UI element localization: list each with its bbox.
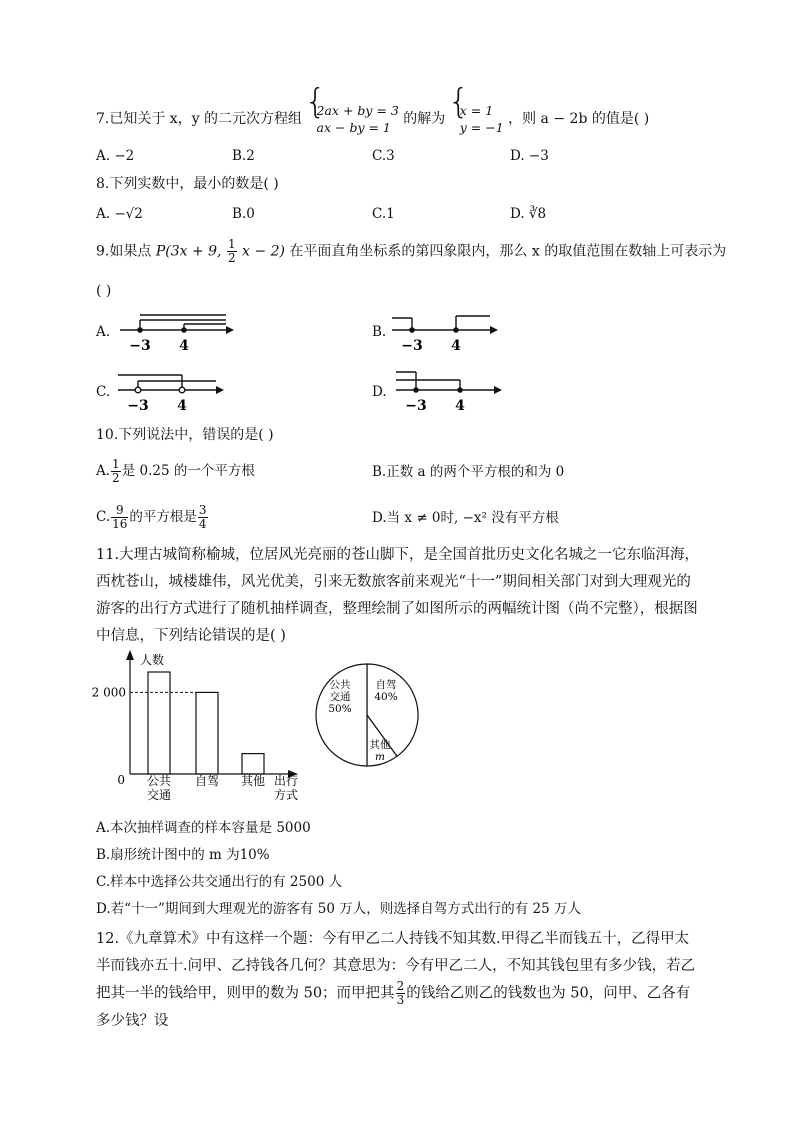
q9-paren: ( ) [96, 283, 112, 299]
question-10: 10.下列说法中，错误的是( ) [96, 427, 274, 443]
q9-a-tick-right: 4 [179, 338, 189, 354]
bar-公共交通 [148, 672, 170, 774]
q9-b-tick-right: 4 [451, 338, 461, 354]
bar-category-label: 自驾 [194, 774, 220, 788]
q12-frac-num: 2 [396, 979, 405, 993]
q9-option-a-number-line[interactable] [118, 310, 238, 354]
q7-sol2: y = −1 [459, 120, 504, 135]
q11-option-c[interactable]: C.样本中选择公共交通出行的有 2500 人 [96, 874, 343, 890]
q9-option-c-number-line[interactable] [116, 370, 236, 414]
bar-其他 [242, 754, 264, 774]
q11-option-d[interactable]: D.若“十一”期间到大理观光的游客有 50 万人，则选择自驾方式出行的有 25 万人 [96, 901, 581, 917]
q10-c-num2: 3 [198, 503, 207, 517]
pie-label: 40% [374, 691, 398, 703]
q9-fraction [227, 238, 237, 265]
bar-category-label: 交通 [146, 788, 172, 802]
q11-bar-chart [92, 648, 312, 808]
q9-frac-den: 2 [227, 251, 236, 265]
q10-a-den: 2 [112, 471, 120, 485]
q10-option-d[interactable]: D.当 x ≠ 0时, −x² 没有平方根 [372, 510, 559, 526]
q7-suffix: ，则 a − 2b 的值是( ) [508, 111, 650, 127]
q7-option-b[interactable]: B.2 [232, 148, 255, 164]
q9-c-tick-left: −3 [127, 398, 149, 414]
q9-option-b-number-line[interactable] [390, 310, 510, 354]
q9-a-tick-left: −3 [129, 338, 151, 354]
q7-mid: 的解为 [403, 111, 446, 127]
q9-option-a-letter[interactable]: A. [96, 324, 111, 340]
q9-prefix: 9.如果点 [96, 243, 152, 260]
q10-c-num: 9 [111, 504, 128, 518]
bar-xlabel-line1: 出行 [274, 774, 299, 788]
bar-category-label: 公共 [146, 774, 172, 788]
bar-ytick-label: 2 000 [92, 685, 126, 700]
q11-option-a[interactable]: A.本次抽样调查的样本容量是 5000 [96, 820, 311, 836]
bar-category-label: 其他 [240, 774, 266, 788]
q10-a-num: 1 [112, 457, 120, 471]
pie-label: 其他 [369, 739, 391, 751]
question-11: 11.大理古城简称榆城，位居风光亮丽的苍山脚下，是全国首批历史文化名城之一它东临洱海，西枕苍山，城楼雄伟，风光优美，引来无数旅客前来观光“十一”期间相关部门对到大理观光的游客的出行方式进行了随机抽样调查，整理绘制了如图所示的两幅统计图（尚不完整），根据图中信息，下列结论错误的是( ) [96, 547, 700, 644]
question-12 [96, 926, 700, 1035]
question-7 [96, 102, 649, 136]
q10-a-fraction [111, 458, 121, 485]
pie-label: 交通 [329, 691, 351, 703]
q10-option-c[interactable] [96, 504, 209, 531]
bar-origin-label: 0 [117, 773, 125, 787]
q9-suffix: 在平面直角坐标系的第四象限内，那么 x 的取值范围在数轴上可表示为 [289, 243, 727, 260]
q9-frac-num: 1 [227, 237, 236, 251]
pie-label: m [375, 751, 385, 763]
bar-xlabel-line2: 方式 [274, 788, 299, 802]
q10-c-den: 16 [112, 517, 128, 531]
q10-c-mid: 的平方根是 [129, 509, 197, 525]
q9-d-tick-left: −3 [405, 398, 427, 414]
q10-option-b[interactable]: B.正数 a 的两个平方根的和为 0 [372, 464, 565, 480]
q7-option-d[interactable]: D. −3 [510, 148, 549, 164]
question-8: 8.下列实数中，最小的数是( ) [96, 176, 279, 192]
bar-自驾 [196, 692, 218, 774]
q10-c-den2: 4 [198, 517, 207, 531]
pie-label: 公共 [329, 679, 351, 691]
q7-solution-system [450, 102, 504, 136]
q12-text1: 12.《九章算术》中有这样一个题：今有甲乙二人持钱不知其数.甲得乙半而钱五十，乙得甲太半而钱亦五十.问甲、乙持钱各几何？其意思为：今有甲乙二人，不知其钱包里有多少钱，若乙把其一半的钱给甲，则甲的数为 50；而甲把其 [96, 931, 696, 1002]
q8-option-b[interactable]: B.0 [232, 206, 255, 222]
q12-frac-den: 3 [396, 993, 405, 1007]
q7-eq1: { 2ax + by = 3 [316, 103, 399, 118]
q11-pie-chart [312, 660, 422, 770]
q9-b-tick-left: −3 [401, 338, 423, 354]
q9-option-d-letter[interactable]: D. [372, 384, 387, 400]
q7-prefix: 7.已知关于 x，y 的二元次方程组 [96, 111, 303, 127]
q8-option-c[interactable]: C.1 [372, 206, 395, 222]
q7-sol1: { x = 1 [459, 103, 494, 118]
q10-c-fraction-1 [111, 504, 128, 531]
q10-a-suffix: 是 0.25 的一个平方根 [121, 463, 255, 479]
pie-label: 50% [328, 703, 352, 715]
q7-option-c[interactable]: C.3 [372, 148, 395, 164]
q12-fraction [396, 980, 406, 1007]
q9-option-b-letter[interactable]: B. [372, 324, 387, 340]
q10-a-prefix: A. [96, 463, 111, 479]
question-9 [96, 238, 726, 265]
q9-c-tick-right: 4 [177, 398, 187, 414]
q7-option-a[interactable]: A. −2 [96, 148, 135, 164]
q9-option-c-letter[interactable]: C. [96, 384, 111, 400]
q9-d-tick-right: 4 [455, 398, 465, 414]
q12-text2: 的钱给乙则乙的钱数也为 50，问甲、乙各有多少钱？设 [96, 985, 691, 1029]
q10-option-a[interactable] [96, 458, 255, 485]
q10-c-prefix: C. [96, 509, 111, 525]
q7-eq2: ax − by = 1 [316, 120, 391, 135]
bar-ylabel: 人数 [140, 653, 165, 667]
q8-option-a[interactable]: A. −√2 [96, 206, 143, 222]
q7-equation-system [307, 102, 399, 136]
q9-point-end: x − 2) [242, 243, 285, 260]
q9-option-d-number-line[interactable] [394, 368, 514, 414]
pie-label: 自驾 [375, 679, 397, 691]
q11-option-b[interactable]: B.扇形统计图中的 m 为10% [96, 847, 270, 863]
q8-option-d[interactable]: D. ∛8 [510, 206, 547, 222]
q10-c-fraction-2 [198, 504, 208, 531]
q9-point: P(3x + 9, [155, 243, 222, 260]
